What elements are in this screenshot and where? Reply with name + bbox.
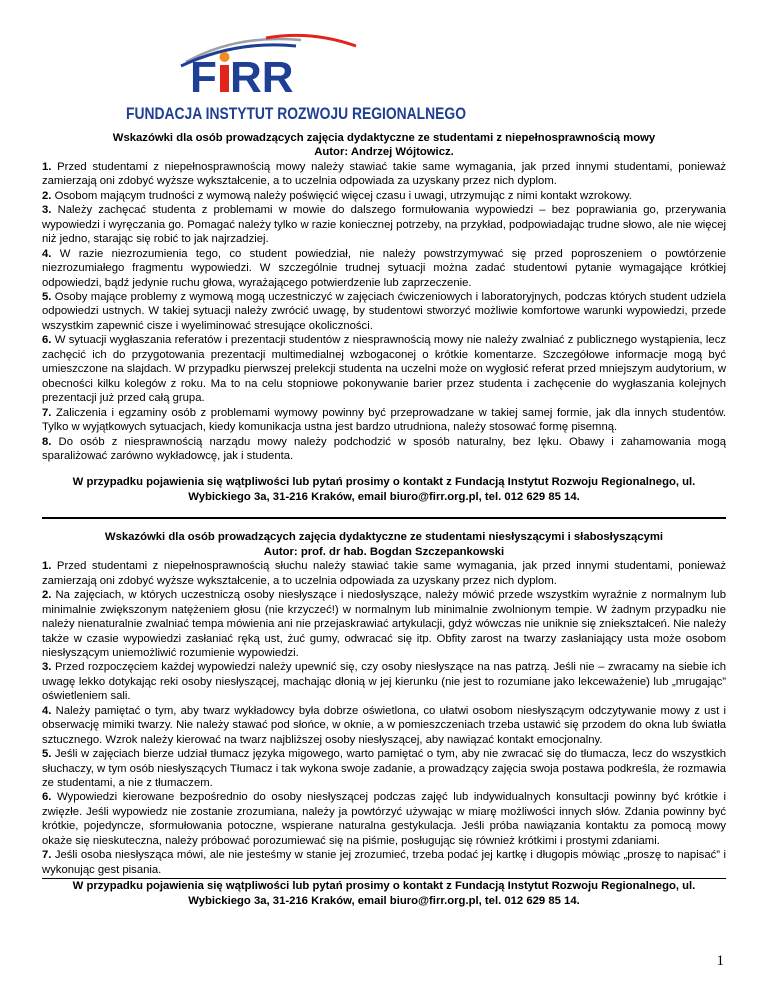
list-item: 6. W sytuacji wygłaszania referatów i prezentacji studentów z niesprawnością mowy nie należy zwalniać z publicznego wystąpienia, lecz zachęcić ich do przygotowania prezentacji multimedialnej wzbogaconej o krótkie komentarze. Szczegółowe informacje mogą być umieszczone na slajdach. W przypadku pierwszej prelekcji studenta na uczelni może on wygłosić referat przed mniejszym audytorium, w obecności kilku kolegów z roku. Ma to na celu stopniowe pokonywanie barier przez studenta i zachęcenie do wygłaszania kolejnych prezentacji już przed całą grupa.	[42, 334, 726, 405]
list-item: 4. W razie niezrozumienia tego, co student powiedział, nie należy powstrzymywać się przed poproszeniem o powtórzenie niezrozumiałego fragmentu wypowiedzi. W szczególnie trudnej sytuacji można zadać studentowi pytanie wymagające krótkiej odpowiedzi, bądź jedynie ruchu głowa, wyrażającego potwierdzenie lub zaprzeczenie.	[42, 247, 726, 289]
list-item: 2. Na zajęciach, w których uczestniczą osoby niesłyszące i niedosłyszące, należy mówić przede wszystkim wyraźnie z normalnym lub minimalnie zwiększonym natężeniem głosu (nie krzyczeć!) w normalnym lub minimalnie zwolnionym tempie. W żadnym przypadku nie należy nienaturalnie zwalniać tempa mówienia ani nie przejaskrawiać artykulacji, gdyż wówczas nie uniknie się zniekształceń. Nie należy także w czasie wypowiedzi zasłaniać ręką ust, żuć gumy, odwracać się itp. Obfity zarost na twarzy zasłaniający usta może osobom niesłyszącym uniemożliwić rozumienie wypowiedzi.	[42, 589, 726, 659]
list-item: 7. Zaliczenia i egzaminy osób z problemami wymowy powinny być przeprowadzane w takiej samej formie, jak dla innych studentów. Tylko w wyjątkowych sytuacjach, kiedy komunikacja ustna jest bardzo utrudniona, należy stosować formę pisemną.	[42, 406, 727, 434]
list-item: 6. Wypowiedzi kierowane bezpośrednio do osoby niesłyszącej podczas zajęć lub indywidualnych konsultacji powinny być krótkie i zwięzłe. Jeśli wypowiedz nie zostanie zrozumiana, należy ja powtórzyć używając w miarę możliwości innych słów. Zdania powinny być krótkie, pojedyncze, sformułowania potoczne, wspierane naturalna gestykulacja. Jeśli próba nawiązania kontaktu za pomocą mowy okaże się nieskuteczna, należy próbować porozumiewać się na piśmie, posługując się również krótkimi i prostymi zdaniami.	[42, 791, 726, 847]
list-item: 5. Osoby mające problemy z wymową mogą uczestniczyć w zajęciach ćwiczeniowych i laboratoryjnych, podczas których student udziela odpowiedzi ustnych. W takiej sytuacji należy zwrócić uwagę, by studentowi stworzyć możliwie komfortowe warunki wypowiedzi, przede wszystkim zapewnić cisze i wyeliminować stresujące okoliczności.	[42, 290, 727, 332]
section1-contact: W przypadku pojawienia się wątpliwości lub pytań prosimy o kontakt z Fundacją Instytut Rozwoju Regionalnego, ul. Wybickiego 3a, 31-216 Kraków, email biuro@firr.org.pl, tel. 012 629 85 14.	[72, 476, 696, 503]
logo-i-dot	[220, 52, 230, 62]
list-item: 8. Do osób z niesprawnością narządu mowy należy podchodzić w sposób naturalny, bez lęku. Obawy i zahamowania mogą sparaliżować zarówno wykładowcę, jak i studenta.	[42, 435, 727, 462]
list-item: 1. Przed studentami z niepełnosprawnością słuchu należy stawiać takie same wymagania, jak przed innymi studentami, ponieważ zamierzają oni zdobyć wyższe wykształcenie, a to uczelnia odpowiada za uzyskany przez nich dyplom.	[42, 560, 726, 587]
list-item: 1. Przed studentami z niepełnosprawnością mowy należy stawiać takie same wymagania, jak przed innymi studentami, ponieważ zamierzają oni zdobyć wyższe wykształcenie, a to uczelnia odpowiada za uzyskany przez nich dyplom.	[42, 160, 727, 188]
list-item: 2. Osobom mającym trudności z wymową należy poświęcić więcej czasu i uwagi, utrzymując z nimi kontakt wzrokowy.	[42, 189, 632, 202]
list-item: 3. Przed rozpoczęciem każdej wypowiedzi należy upewnić się, czy osoby niesłyszące na nas patrzą. Jeśli nie – zwracamy na siebie ich uwagę lekko dotykając reki osoby niesłyszącej, machając dłonią w jej kierunku (nie jest to rozumiane jako lekceważenie) lub „mrugając” oświetleniem sali.	[42, 661, 726, 703]
list-item: 5. Jeśli w zajęciach bierze udział tłumacz języka migowego, warto pamiętać o tym, aby nie zwracać się do tłumacza, lecz do wszystkich słuchaczy, w tym osób niesłyszących Tłumacz i tak wykona swoje zadanie, a prowadzący zajęcia swoja postawa podkreśla, że rozmawia ze studentami, a nie z tłumaczem.	[42, 748, 726, 790]
list-item: 4. Należy pamiętać o tym, aby twarz wykładowcy była dobrze oświetlona, co ułatwi osobom niesłyszącym odczytywanie mowy z ust i obserwację mimiki twarzy. Nie należy stawać pod słońce, w oknie, a w pomieszczeniach trzeba ustawić się przodem do okna lub światła sztucznego. Wzrok należy kierować na twarz najbliższej osoby niesłyszącej, aby nawiązać kontakt emocjonalny.	[42, 704, 726, 746]
section-divider	[42, 517, 726, 519]
list-item: 3. Należy zachęcać studenta z problemami w mowie do dalszego formułowania wypowiedzi – bez poprawiania go, przerywania wypowiedzi i wyręczania go. Pomagać należy tylko w razie koniecznej potrzeby, na przykład, podpowiadając trudne słowo, ale nie więcej niż jedno, starając się robić to jak najrzadziej.	[42, 204, 726, 246]
section2-title: Wskazówki dla osób prowadzących zajęcia dydaktyczne ze studentami niesłyszącymi i słabosłyszącymi	[104, 531, 664, 544]
svg-text:RR: RR	[230, 53, 294, 102]
section2-contact: W przypadku pojawienia się wątpliwości lub pytań prosimy o kontakt z Fundacją Instytut Rozwoju Regionalnego, ul. Wybickiego 3a, 31-216 Kraków, email biuro@firr.org.pl, tel. 012 629 85 14.	[72, 880, 696, 907]
document-content	[42, 131, 726, 908]
section1-author: Autor: Andrzej Wójtowicz.	[314, 146, 454, 159]
section2-author: Autor: prof. dr hab. Bogdan Szczepankowski	[263, 545, 505, 558]
list-item: 7. Jeśli osoba niesłysząca mówi, ale nie jesteśmy w stanie jej zrozumieć, trzeba podać jej kartkę i długopis mówiąc „proszę to napisać” i wykonując gest pisania.	[42, 849, 726, 876]
logo-wordmark: F	[190, 53, 216, 102]
section1-title: Wskazówki dla osób prowadzących zajęcia dydaktyczne ze studentami z niepełnosprawnością mowy	[112, 132, 656, 144]
logo-i-stem	[220, 65, 229, 92]
logo-subtitle: FUNDACJA INSTYTUT ROZWOJU REGIONALNEGO	[126, 105, 466, 123]
page-number: 1	[716, 953, 724, 969]
firr-logo	[126, 32, 466, 124]
